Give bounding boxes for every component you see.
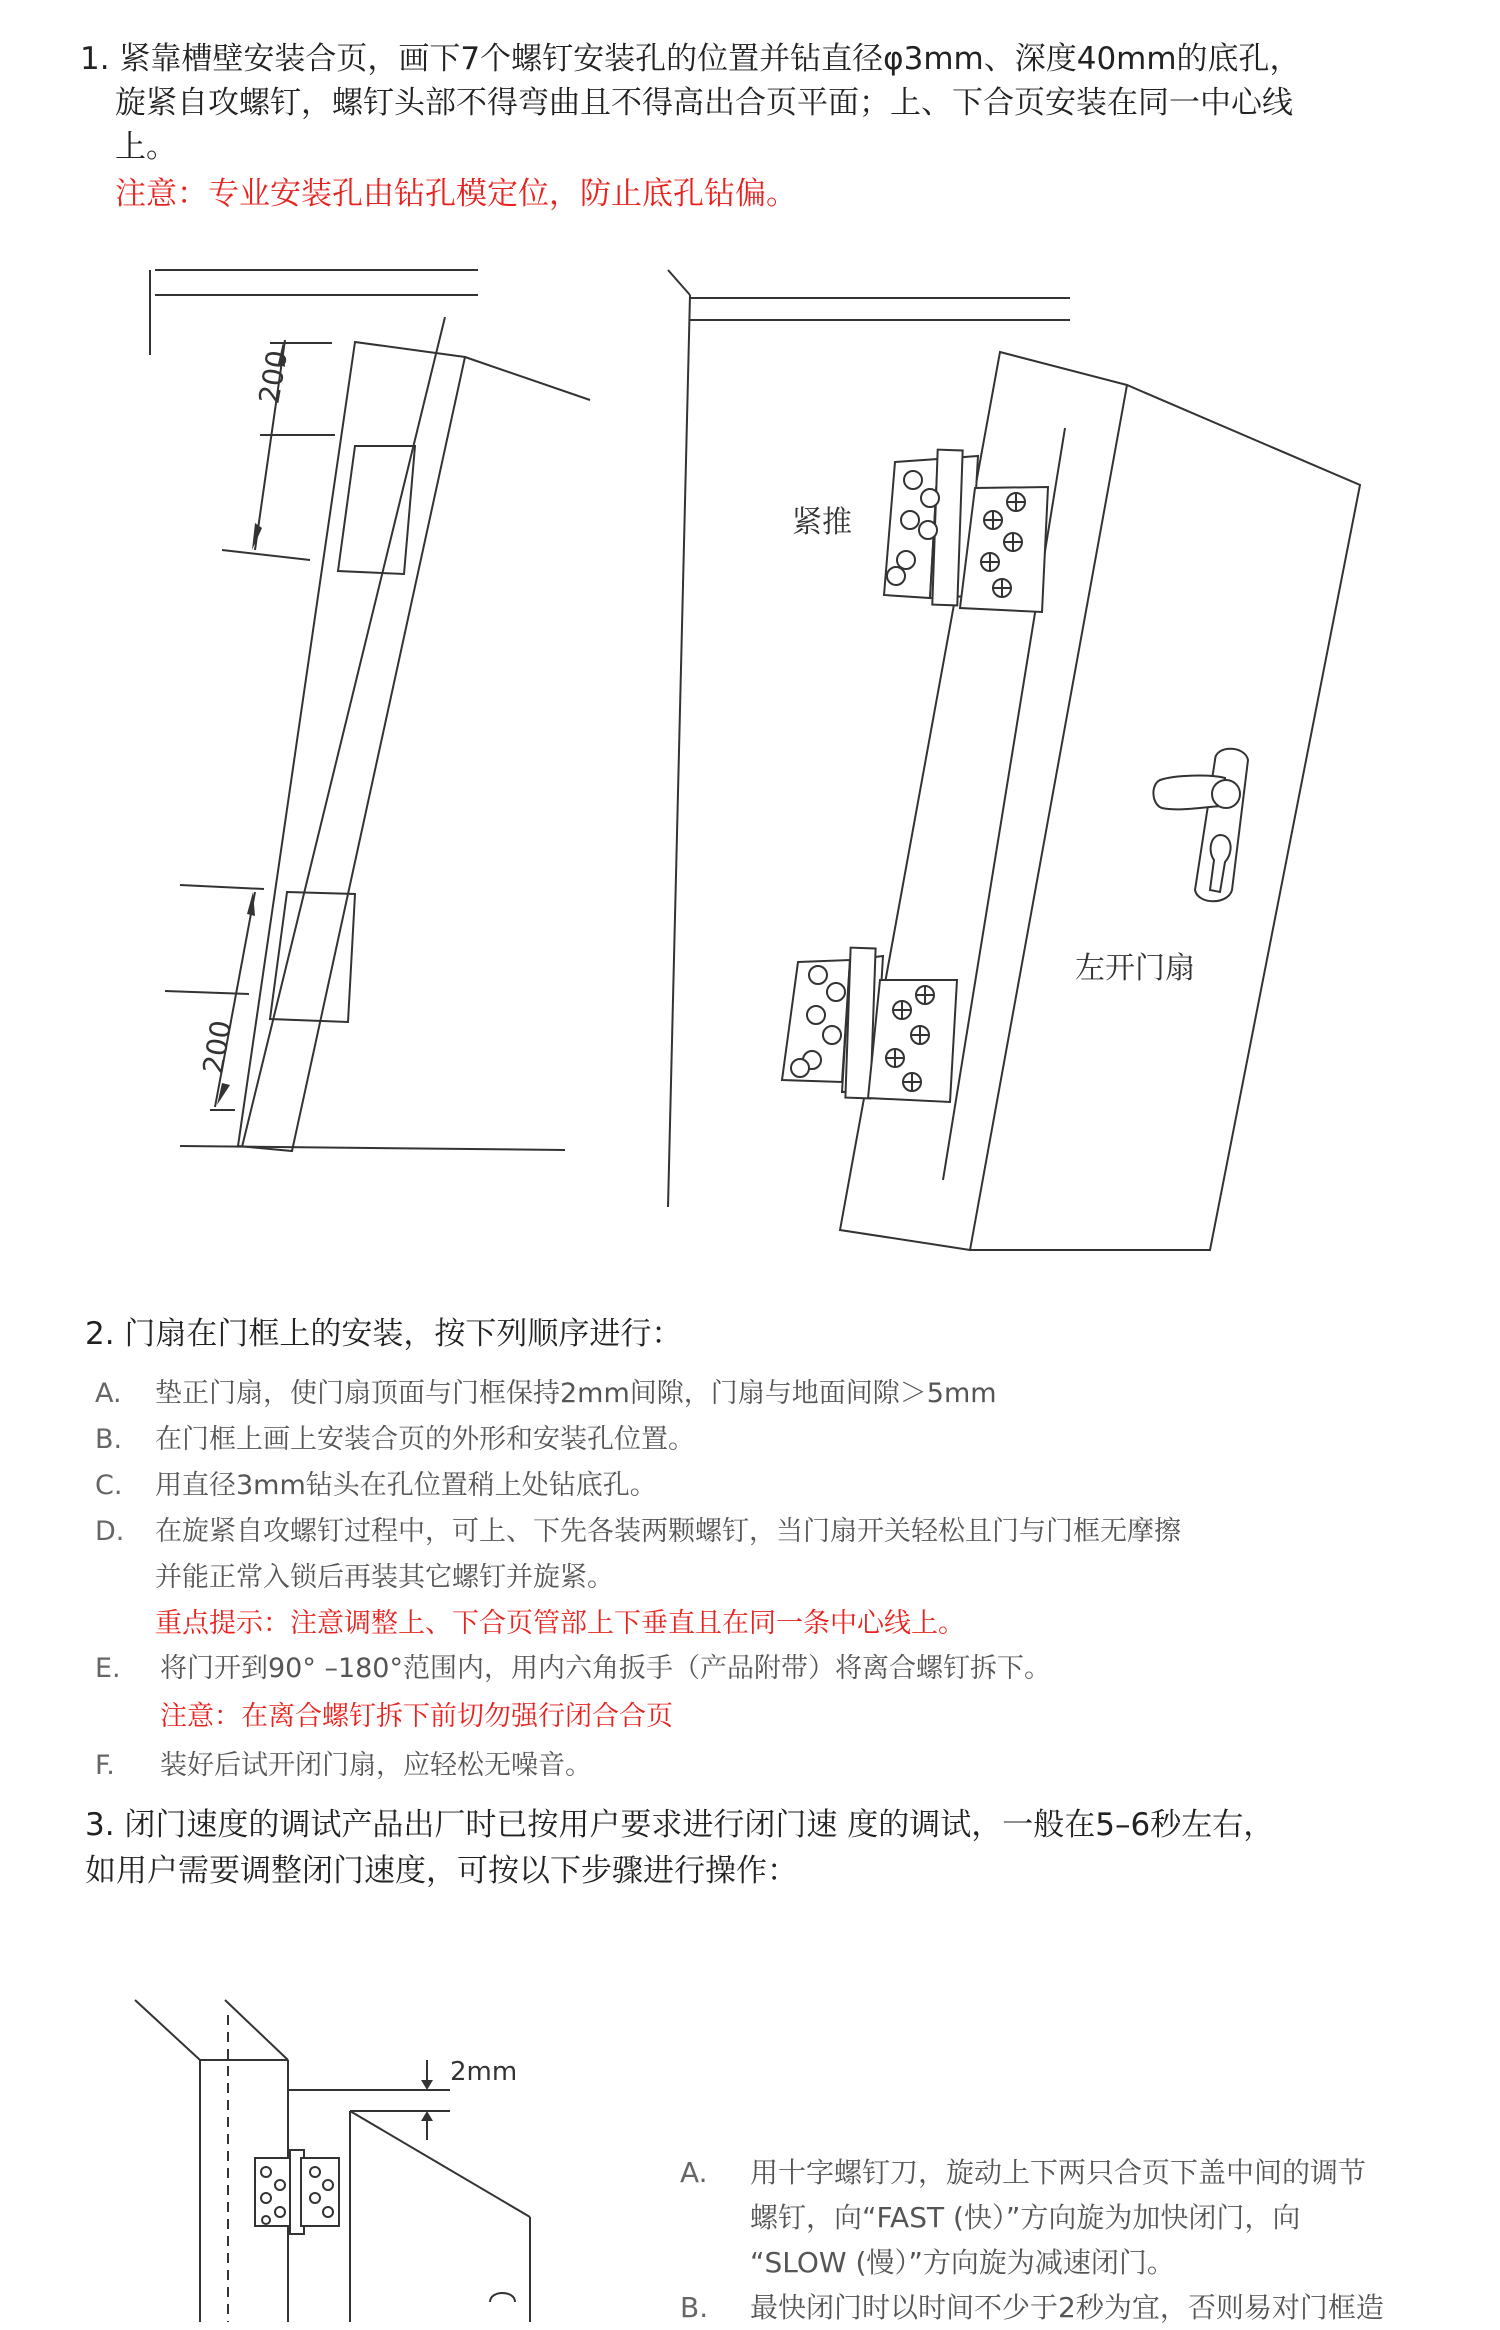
step2-item-f: [95, 1745, 592, 1787]
hinge-install-diagram: [0, 240, 1500, 1280]
step2-note-e: 注意：在离合螺钉拆下前切勿强行闭合合页: [160, 1701, 673, 1732]
door-gap-diagram: [0, 1980, 640, 2322]
speed-item-b-line1: [680, 2285, 1384, 2330]
gap-label: 2mm: [450, 2057, 518, 2087]
step2-item-c: [95, 1465, 657, 1507]
speed-item-a-line2: 螺钉，向“FAST (快）”方向旋为加快闭门，向: [750, 2201, 1301, 2234]
step2-item-e: [95, 1648, 1051, 1690]
door-handle: [1153, 749, 1248, 902]
item-letter: B.: [95, 1424, 123, 1455]
item-text: 垫正门扇，使门扇顶面与门框保持2mm间隙，门扇与地面间隙＞5mm: [155, 1378, 997, 1409]
item-letter: A.: [95, 1378, 122, 1409]
step2-item-b: [95, 1419, 695, 1461]
item-text: 并能正常入锁后再装其它螺钉并旋紧。: [155, 1562, 614, 1593]
handle-hint: [490, 2293, 515, 2302]
item-letter: A.: [680, 2156, 708, 2189]
step3-line2: 如用户需要调整闭门速度，可按以下步骤进行操作：: [85, 1853, 798, 1889]
item-text: 用直径3mm钻头在孔位置稍上处钻底孔。: [155, 1470, 657, 1501]
step2-item-a: [95, 1373, 997, 1415]
speed-item-a-line3: “SLOW (慢）”方向旋为减速闭门。: [750, 2246, 1175, 2279]
item-letter: F.: [95, 1750, 115, 1781]
step2-tip: 重点提示：注意调整上、下合页管部上下垂直且在同一条中心线上。: [155, 1608, 965, 1639]
step2-item-d: [95, 1511, 1181, 1553]
item-letter: D.: [95, 1516, 125, 1547]
item-text: 在旋紧自攻螺钉过程中，可上、下先各装两颗螺钉，当门扇开关轻松且门与门框无摩擦: [155, 1516, 1181, 1547]
step2-item-d-cont: [155, 1557, 614, 1599]
item-letter: B.: [680, 2291, 709, 2324]
item-letter: C.: [95, 1470, 123, 1501]
door-edge: [238, 342, 465, 1151]
dimension-label-bottom: 200: [196, 1017, 239, 1077]
step1-line2: 旋紧自攻螺钉，螺钉头部不得弯曲且不得高出合页平面；上、下合页安装在同一中心线: [115, 85, 1293, 121]
item-text: 将门开到90° –180°范围内，用内六角扳手（产品附带）将离合螺钉拆下。: [160, 1653, 1051, 1684]
hinge-small-drawing: [255, 2150, 339, 2234]
dimension-label-top: 200: [252, 347, 295, 407]
item-letter: E.: [95, 1653, 121, 1684]
item-text: 在门框上画上安装合页的外形和安装孔位置。: [155, 1424, 695, 1455]
hinge-recess-bottom: [270, 892, 355, 1022]
hinge-bottom-drawing: [782, 948, 957, 1102]
step1-note: 注意：专业安装孔由钻孔模定位，防止底孔钻偏。: [115, 176, 797, 212]
item-text: 最快闭门时以时间不少于2秒为宜，否则易对门框造: [750, 2291, 1384, 2324]
speed-item-a-line1: [680, 2150, 1366, 2195]
label-push: 紧推: [792, 505, 852, 540]
item-text: 装好后试开闭门扇，应轻松无噪音。: [160, 1750, 592, 1781]
hinge-top-drawing: [884, 450, 1048, 612]
hinge-recess-top: [338, 446, 415, 574]
step3-line1: 3. 闭门速度的调试产品出厂时已按用户要求进行闭门速 度的调试，一般在5–6秒左右，: [85, 1807, 1275, 1843]
step2-title: 2. 门扇在门框上的安装，按下列顺序进行：: [85, 1316, 683, 1352]
item-text: 用十字螺钉刀，旋动上下两只合页下盖中间的调节: [750, 2156, 1367, 2189]
step1-line3: 上。: [115, 129, 177, 165]
step1-line1: 1. 紧靠槽壁安装合页，画下7个螺钉安装孔的位置并钻直径φ3mm、深度40mm的底孔，: [80, 41, 1301, 77]
label-left-door: 左开门扇: [1075, 951, 1195, 986]
